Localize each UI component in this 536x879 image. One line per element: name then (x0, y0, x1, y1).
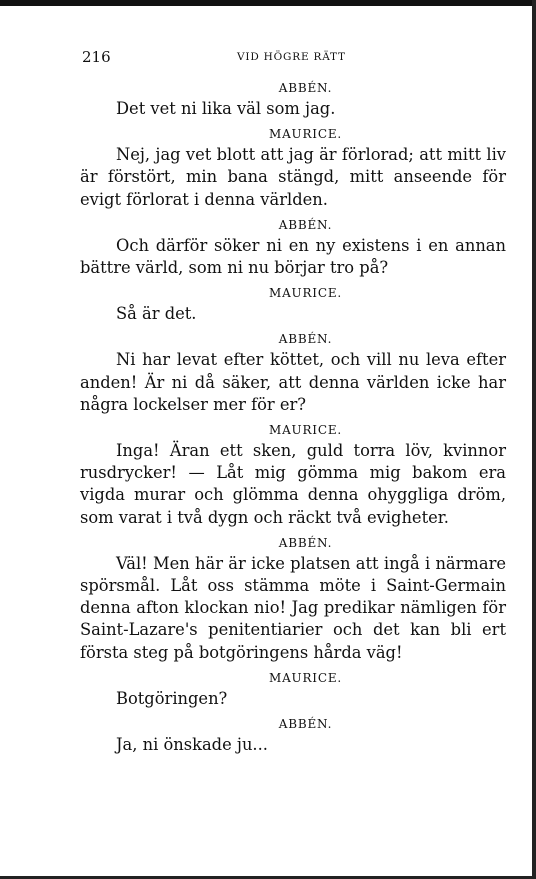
speaker-label: MAURICE. (269, 127, 342, 142)
speaker-label: MAURICE. (269, 423, 342, 438)
running-title: VID HÖGRE RÄTT (237, 51, 346, 63)
speaker-label: ABBÉN. (278, 717, 333, 732)
speech: Nej, jag vet blott att jag är förlorad; att mitt liv är förstört, min bana stängd, mitt anseende för evigt förlorat i denna världen. (80, 145, 506, 209)
speaker-label: ABBÉN. (278, 332, 333, 347)
speaker-label: MAURICE. (269, 286, 342, 301)
speech: Och därför söker ni en ny existens i en annan bättre värld, som ni nu börjar tro på? (80, 235, 506, 278)
page-top-edge (0, 0, 536, 6)
speech: Så är det. (116, 304, 197, 324)
page-number: 216 (82, 48, 111, 66)
speech: Inga! Äran ett sken, guld torra löv, kvinnor rusdrycker! — Låt mig gömma mig bakom era vigda murar och glömma denna ohyggliga dröm, som varat i två dygn och räckt två evigheter. (80, 441, 506, 527)
speech: Ja, ni önskade ju... (116, 735, 268, 755)
speaker-label: MAURICE. (269, 670, 342, 685)
page-header (0, 48, 536, 68)
speaker-label: ABBÉN. (278, 81, 333, 95)
speech: Väl! Men här är icke platsen att ingå i närmare spörsmål. Låt oss stämma möte i Saint-Germain denna afton klockan nio! Jag predikar nämligen för Saint-Lazare's penitentiarier och det kan bli ert första steg på botgöringens hårda väg! (80, 553, 506, 662)
play-text (80, 80, 506, 756)
speech: Botgöringen? (116, 688, 228, 708)
speech: Det vet ni lika väl som jag. (116, 99, 336, 118)
speaker-label: ABBÉN. (278, 217, 333, 232)
speech: Ni har levat efter köttet, och vill nu leva efter anden! Är ni då säker, att denna världen icke har några lockelser mer för er? (80, 350, 506, 414)
speaker-label: ABBÉN. (278, 535, 333, 550)
page-right-edge (532, 0, 536, 879)
